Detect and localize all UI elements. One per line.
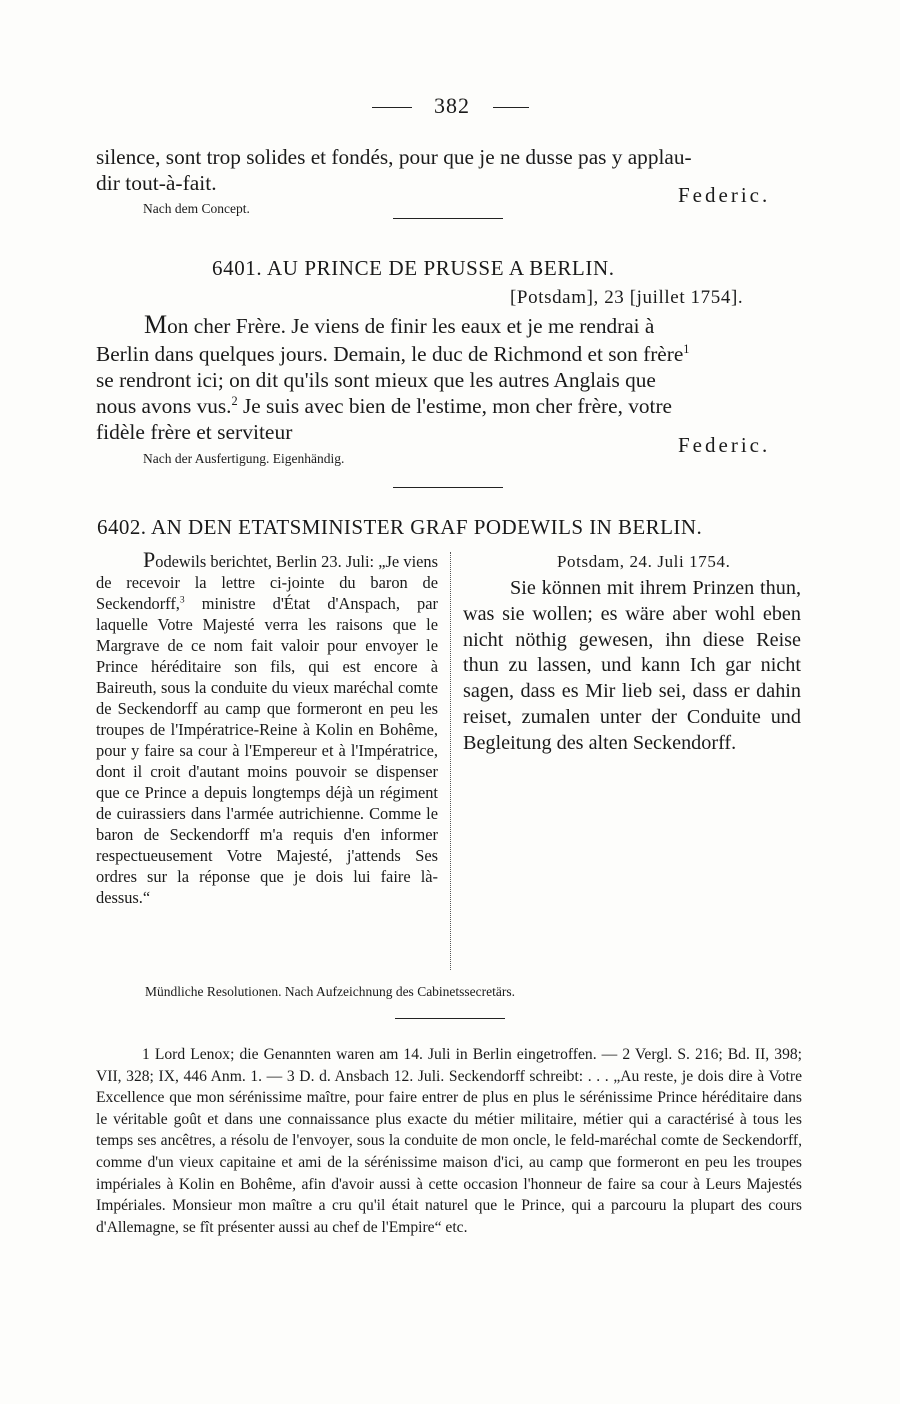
letter-6401-title: 6401. AU PRINCE DE PRUSSE A BERLIN.: [212, 256, 615, 280]
prev-letter-source: Nach dem Concept.: [143, 201, 250, 216]
section-divider-3: [395, 1018, 505, 1019]
report-intro: odewils berichtet, Berlin 23. Juli:: [155, 552, 375, 571]
section-divider-1: [393, 218, 503, 219]
letter-6401-source: Nach der Ausfertigung. Eigenhändig.: [143, 451, 345, 466]
letter-6401-line-3: se rendront ici; on dit qu'ils sont mieux que les autres Anglais que: [96, 368, 656, 392]
prev-letter-signature: Federic.: [678, 183, 771, 207]
letter-6401-line-2-text: Berlin dans quelques jours. Demain, le duc de Richmond et son frère: [96, 342, 684, 366]
report-initial: P: [143, 547, 156, 572]
column-separator: [450, 552, 451, 970]
footnotes: 1 Lord Lenox; die Genannten waren am 14. Juli in Berlin eingetroffen. — 2 Vergl. S. 216; Bd. II, 398; VII, 328; IX, 446 Anm. 1. — 3 D. d. Ansbach 12. Juli. Seckendorff schreibt: . . . „Au reste, je dois dire à Votre Excellence que mon sérénissime maître, pour faire entrer de plus en plus le sérénissime Prince héréditaire dans le véritable goût et dans une connaissance plus exacte du métier militaire, métier qui a caractérisé à tous les temps ses ancêtres, a résolu de l'envoyer, sous la conduite de mon oncle, le feld-maréchal comte de Seckendorff, comme d'un vieux capitaine et ami de la sérénissime maison d'ici, au camp que formeront en peu les troupes impériales à Kolin en Bohême, afin d'avoir aussi à cette occasion l'honneur de faire sa cour à Leurs Majestés Impériales. Monsieur mon maître a cru qu'il était naturel que le Prince, qui a parcouru la plupart des cours d'Allemagne, se fît présenter aussi au chef de l'Empire“ etc.: [96, 1046, 802, 1236]
prev-letter-line-1: silence, sont trop solides et fondés, pour que je ne dusse pas y applau-: [96, 145, 692, 169]
letter-6401-line-4: [96, 393, 672, 419]
letter-6401-line-4-text-a: nous avons vus.: [96, 394, 232, 418]
prev-letter-line-2: dir tout-à-fait.: [96, 171, 217, 195]
letter-6401-line-1-text: on cher Frère. Je viens de finir les eaux et je me rendrai à: [167, 314, 655, 338]
section-divider-2: [393, 487, 503, 488]
letter-6401-line-2: [96, 341, 689, 367]
report-text-a: „Je viens de recevoir la lettre ci-jointe du baron de Seckendorff,: [96, 552, 438, 613]
letter-6401-line-1: [144, 312, 802, 339]
letter-6401-signature: Federic.: [678, 433, 771, 457]
letter-6401-dateline: [Potsdam], 23 [juillet 1754].: [510, 287, 744, 308]
letter-6401-line-4-text-b: Je suis avec bien de l'estime, mon cher frère, votre: [237, 394, 672, 418]
header-rule-right: [493, 107, 529, 108]
report-text-b: ministre d'État d'Anspach, par laquelle Votre Majesté verra les raisons que le Margrave de ce nom fait valoir pour envoyer le Prince héréditaire son fils, qui est encore à Baireuth, sous la conduite du vieux maréchal comte de Seckendorff au camp que formeront en peu les troupes de l'Impératrice-Reine à Kolin en Bohême, pour y faire sa cour à l'Empereur et à l'Impératrice, dont il croit d'autant moins pouvoir se dispenser que ce Prince a depuis longtemps déjà un régiment de cuirassiers dans l'armée autrichienne. Comme le baron de Seckendorff m'a requis d'en informer respectueusement Votre Majesté, j'attends Ses ordres sur la réponse que je dois lui faire là-dessus.“: [96, 594, 438, 907]
header-rule-left: [372, 107, 412, 108]
footnote-ref-3: 3: [179, 595, 185, 606]
footnote-ref-1: 1: [683, 341, 690, 356]
letter-6402-source: Mündliche Resolutionen. Nach Aufzeichnung des Cabinetssecretärs.: [145, 984, 516, 999]
footnote-ref-2: 2: [231, 393, 238, 408]
page-number: 382: [434, 93, 470, 118]
resolution-paragraph: Sie können mit ihrem Prinzen thun, was sie wollen; es wäre aber wohl eben nicht nöthig gewesen, ihn diese Reise thun zu lassen, und kann Ich gar nicht sagen, dass es Mir lieb sei, dass er dahin reiset, zumalen unter der Conduite und Begleitung des alten Seckendorff.: [463, 577, 801, 754]
resolution-dateline: Potsdam, 24. Juli 1754.: [557, 552, 731, 571]
letter-6401-line-5: fidèle frère et serviteur: [96, 420, 293, 444]
report-paragraph: [96, 549, 438, 908]
letter-6402-title: 6402. AN DEN ETATSMINISTER GRAF PODEWILS IN BERLIN.: [97, 515, 703, 539]
letter-6401-initial: M: [144, 310, 168, 339]
